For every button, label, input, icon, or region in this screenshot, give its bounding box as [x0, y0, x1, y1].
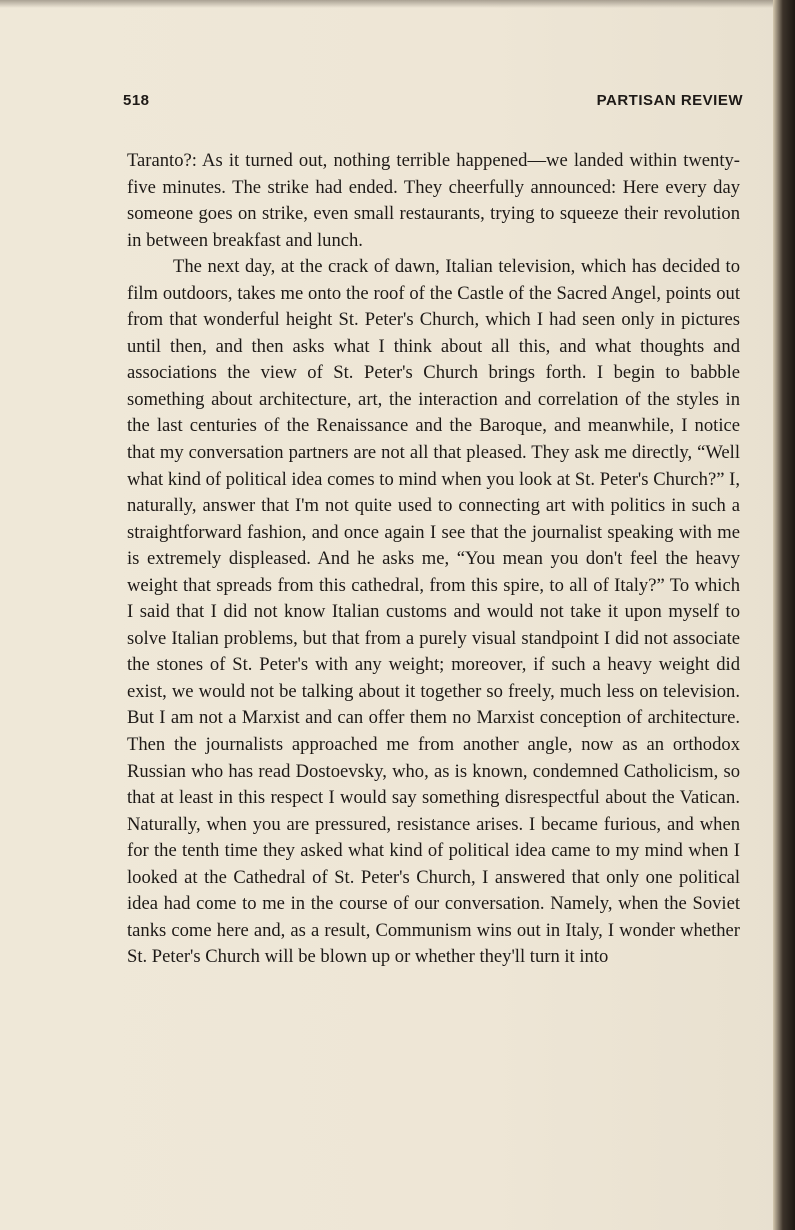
journal-title: PARTISAN REVIEW: [596, 92, 743, 109]
running-header: [123, 92, 743, 114]
body-text: [127, 148, 740, 971]
page-top-shadow: [0, 0, 795, 8]
paragraph: The next day, at the crack of dawn, Italian television, which has decided to film outdoors, takes me onto the roof of the Castle of the Sacred Angel, points out from that wonderful height St. Peter's Church, which I had seen only in pictures until then, and then asks what I think about all this, and what thoughts and associations the view of St. Peter's Church brings forth. I begin to babble something about architecture, art, the interaction and correlation of the styles in the last centuries of the Renaissance and the Baroque, and meanwhile, I notice that my conversation partners are not all that pleased. They ask me directly, “Well what kind of political idea comes to mind when you look at St. Peter's Church?” I, naturally, answer that I'm not quite used to connecting art with politics in such a straightforward fashion, and once again I see that the journalist speaking with me is extremely displeased. And he asks me, “You mean you don't feel the heavy weight that spreads from this cathedral, from this spire, to all of Italy?” To which I said that I did not know Italian customs and would not take it upon myself to solve Italian problems, but that from a purely visual standpoint I did not associate the stones of St. Peter's with any weight; moreover, if such a heavy weight did exist, we would not be talking about it together so freely, much less on television. But I am not a Marxist and can offer them no Marxist conception of architecture. Then the journalists approached me from another angle, now as an orthodox Russian who has read Dostoevsky, who, as is known, condemned Catholicism, so that at least in this respect I would say something disrespectful about the Vatican. Naturally, when you are pressured, resistance arises. I became furious, and when for the tenth time they asked what kind of political idea came to my mind when I looked at the Cathedral of St. Peter's Church, I answered that only one political idea had come to me in the course of our conversation. Namely, when the Soviet tanks come here and, as a result, Communism wins out in Italy, I wonder whether St. Peter's Church will be blown up or whether they'll turn it into: [127, 256, 740, 968]
page-number: 518: [123, 92, 150, 109]
paragraph: Taranto?: As it turned out, nothing terrible happened—we landed within twenty-five minutes. The strike had ended. They cheerfully announced: Here every day someone goes on strike, even small restaurants, trying to squeeze their revolution in between breakfast and lunch.: [127, 150, 740, 251]
book-binding-edge: [773, 0, 795, 1230]
